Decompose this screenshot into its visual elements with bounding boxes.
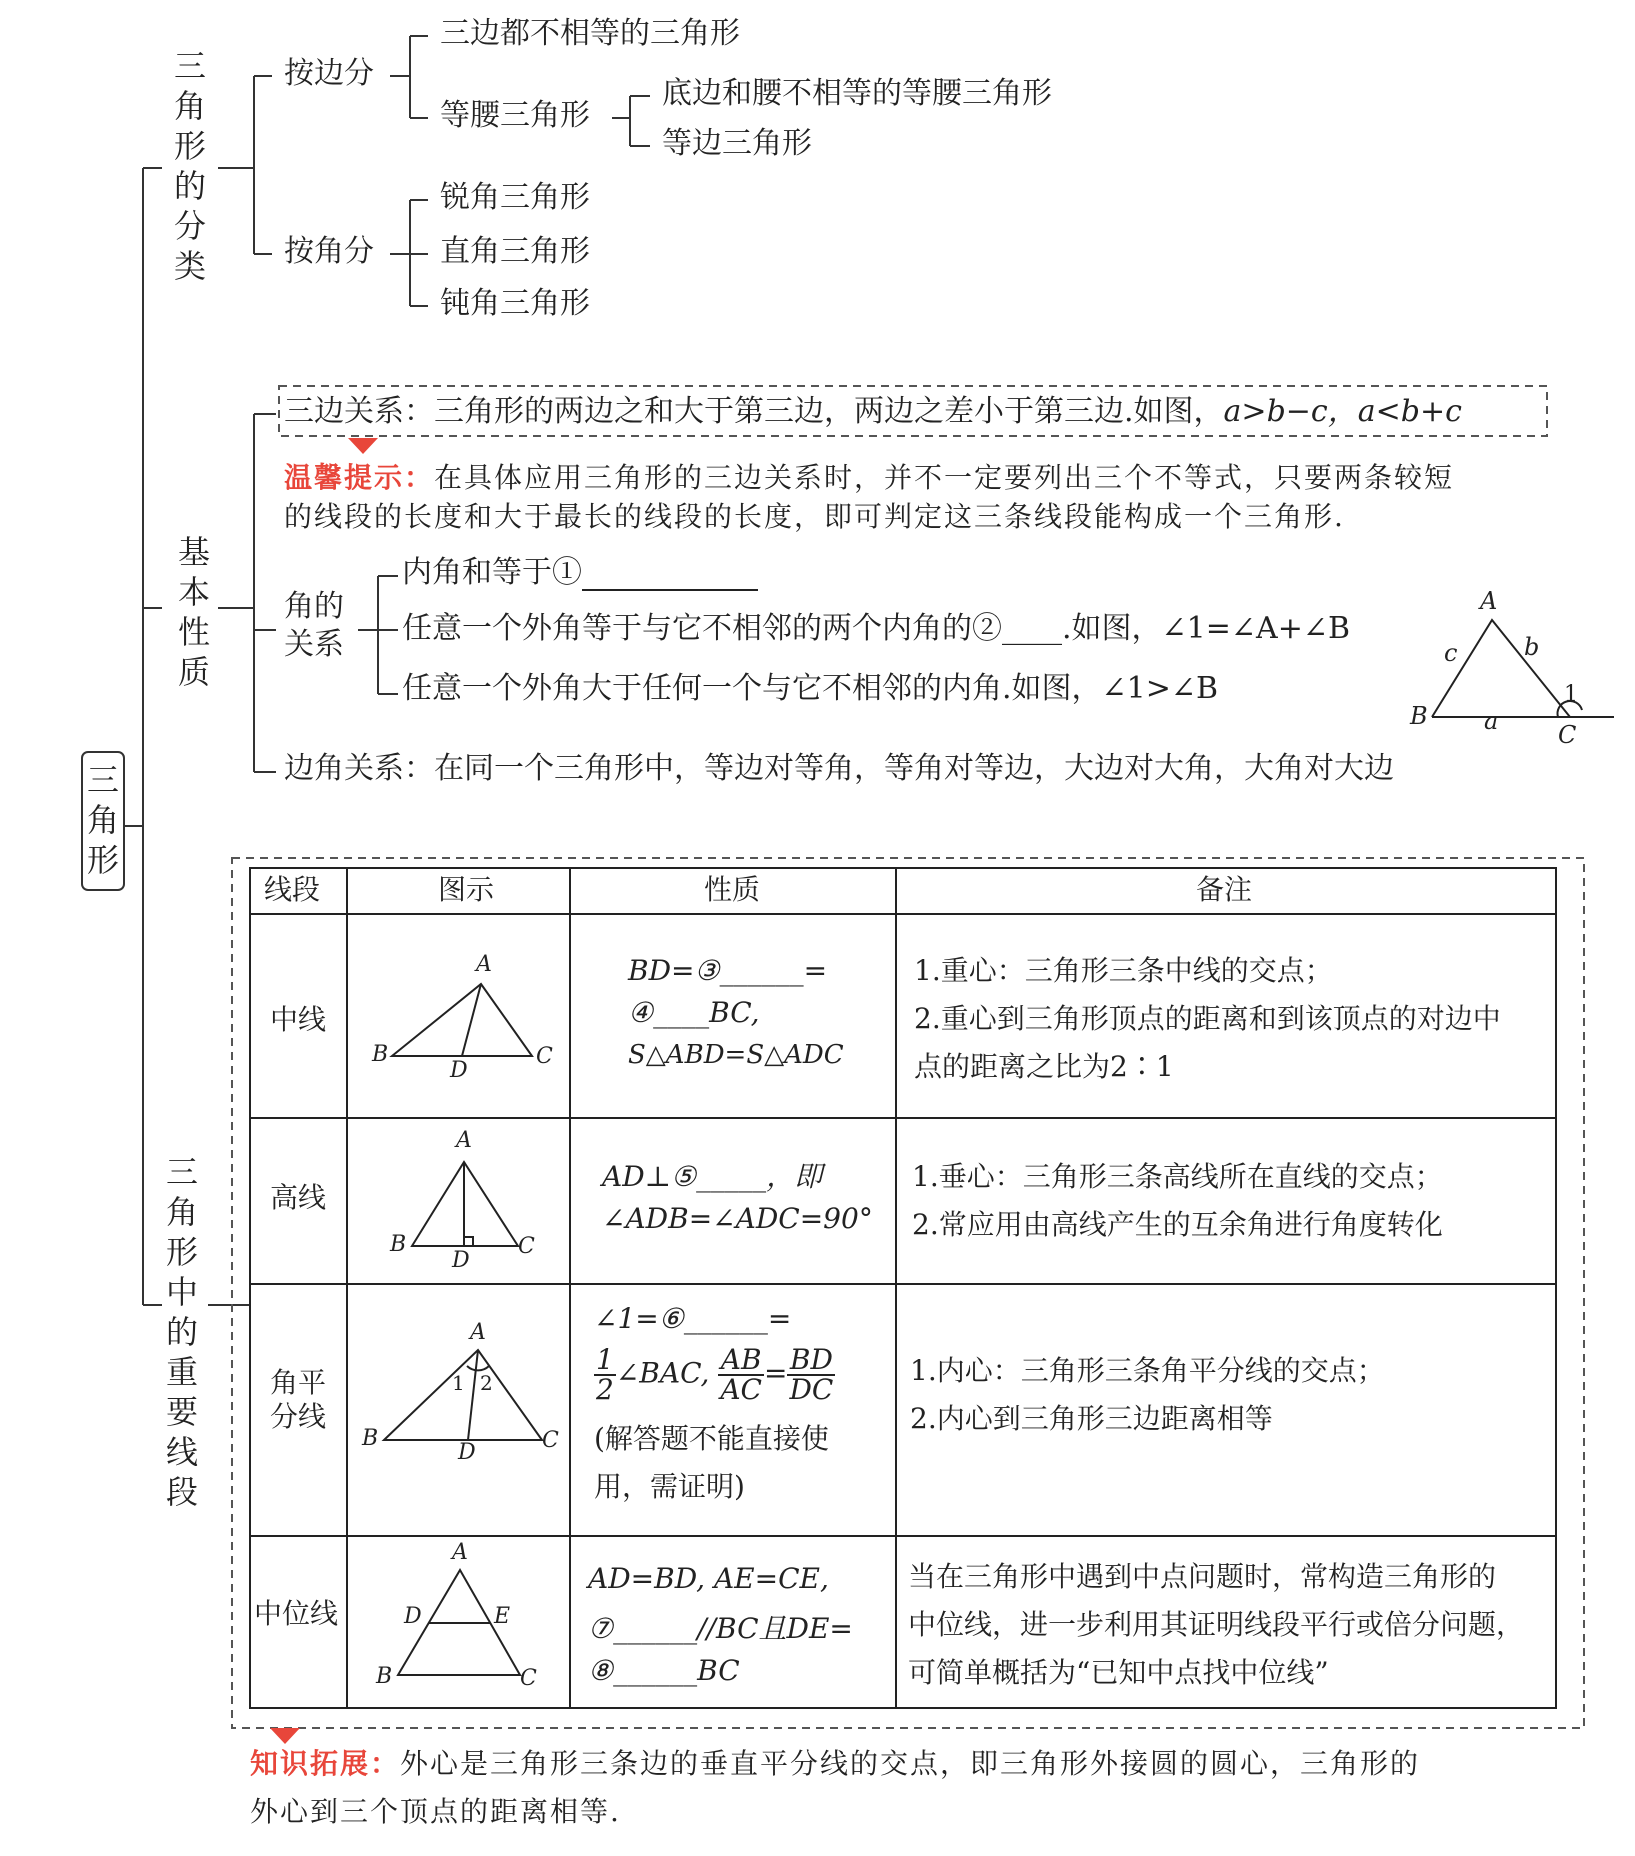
altitude-A: A [456,1128,472,1153]
blank-1 [582,563,758,591]
side-relation-formula: a>b−c，a<b+c [1223,394,1462,429]
altitude-note-1: 1.垂心：三角形三条高线所在直线的交点； [912,1160,1443,1193]
tip-label: 温馨提示： [284,461,435,494]
median-C: C [536,1044,553,1069]
bisector-B: B [362,1426,379,1451]
midline-prop-3: ⑧______BC [588,1654,740,1687]
median-figure [392,984,532,1056]
altitude-prop-2: ∠ADB=∠ADC=90° [602,1202,873,1235]
altitude-B: B [390,1232,407,1257]
extension-line-2: 外心到三个顶点的距离相等. [250,1795,621,1828]
median-D: D [450,1058,468,1083]
angle-label-1: 角的 [284,589,344,624]
bisector-angle-2: 2 [480,1371,493,1395]
segments-title: 三角形中的重要线段 [165,1153,198,1511]
bisector-note-2: 2.内心到三角形三边距离相等 [910,1402,1273,1435]
exterior-angle-figure [1432,620,1614,717]
header-figure: 图示 [438,873,495,906]
angle-item-2: 任意一个外角等于与它不相邻的两个内角的②____.如图，∠1=∠A+∠B [402,611,1351,646]
properties-title: 基本性质 [177,533,210,691]
median-note-1: 1.重心：三角形三条中线的交点； [914,954,1333,987]
tip-line-1 [284,458,1454,498]
midline-A: A [452,1540,468,1565]
midline-note-3: 可简单概括为“已知中点找中位线” [908,1656,1329,1689]
altitude-figure [412,1162,518,1246]
altitude-C: C [518,1234,535,1259]
fig-label-A: A [1480,587,1498,615]
median-note-2: 2.重心到三角形顶点的距离和到该顶点的对边中 [914,1002,1501,1035]
midline-B: B [376,1664,393,1689]
fig-label-a: a [1484,707,1499,735]
angle-item-3: 任意一个外角大于任何一个与它不相邻的内角.如图，∠1>∠B [402,671,1219,706]
midline-prop-1: AD=BD, AE=CE, [588,1562,829,1595]
tip-pointer-icon [348,438,378,454]
fig-label-C: C [1558,721,1577,749]
midline-note-2: 中位线，进一步利用其证明线段平行或倍分问题， [908,1608,1525,1641]
right-item: 直角三角形 [440,234,590,269]
fig-label-1: 1 [1564,682,1578,707]
obtuse-item: 钝角三角形 [440,286,590,321]
bisector-prop-4: 用，需证明) [594,1470,745,1503]
by-angle-label: 按角分 [284,234,374,269]
by-side-label: 按边分 [284,56,374,91]
midline-D: D [404,1604,422,1629]
side-relation-main: 三边关系：三角形的两边之和大于第三边，两边之差小于第三边.如图， [284,394,1224,429]
median-prop-2: ④____BC, [628,996,760,1029]
fraction-ab-ac: $\frac{AB}{AC}$ [720,1343,762,1406]
angle-item-1: 内角和等于① [402,556,758,591]
edge-angle-relation: 边角关系：在同一个三角形中，等边对等角，等角对等边，大边对大角，大角对大边 [284,751,1394,786]
altitude-prop-1: AD⊥⑤_____，即 [602,1160,823,1193]
fig-label-B: B [1410,702,1428,730]
median-prop-3: S△ABD=S△ADC [628,1040,844,1070]
fraction-bd-dc: $\frac{BD}{DC}$ [789,1343,834,1406]
row-median-name: 中线 [270,1003,327,1036]
row-bisector-name: 角平分线 [270,1366,327,1433]
median-note-3: 点的距离之比为2∶1 [914,1050,1174,1083]
bisector-prop-3: (解答题不能直接使 [594,1422,829,1455]
fraction-half: $\frac{1}{2}$ [596,1343,614,1406]
extension-text-1: 外心是三角形三条边的垂直平分线的交点，即三角形外接圆的圆心，三角形的 [400,1747,1421,1780]
classification-title: 三角形的分类 [173,47,206,285]
tip-line-2: 的线段的长度和大于最长的线段的长度，即可判定这三条线段能构成一个三角形. [284,500,1345,533]
midline-E: E [494,1604,511,1629]
isosceles-item: 等腰三角形 [440,98,590,133]
midline-note-1: 当在三角形中遇到中点问题时，常构造三角形的 [908,1560,1497,1593]
fig-label-b: b [1524,633,1540,661]
extension-line-1 [250,1744,1420,1784]
midline-prop-2: ⑦______//BC且DE= [588,1612,853,1645]
isosceles-sub-1: 底边和腰不相等的等腰三角形 [662,76,1052,111]
acute-item: 锐角三角形 [440,180,590,215]
header-segment: 线段 [264,873,321,906]
altitude-D: D [452,1248,470,1273]
bisector-C: C [542,1428,559,1453]
bisector-angle-1: 1 [452,1371,465,1395]
bisector-prop-1: ∠1=⑥______= [594,1302,792,1335]
row-midline-name: 中位线 [254,1597,339,1630]
row-altitude-name: 高线 [270,1181,327,1214]
header-note: 备注 [1196,873,1253,906]
header-property: 性质 [704,873,761,906]
root-label: 三角形 [86,761,119,879]
angle-label-2: 关系 [284,627,344,662]
bisector-prop-2: $\frac{1}{2}$ ∠BAC, $\frac{AB}{AC}$ = $\frac{BD}{DC}$ [596,1343,834,1406]
fig-label-c: c [1444,639,1458,667]
extension-pointer-icon [270,1728,300,1744]
scalene-item: 三边都不相等的三角形 [440,16,740,51]
bisector-note-1: 1.内心：三角形三条角平分线的交点； [910,1354,1385,1387]
bisector-D: D [458,1440,476,1465]
extension-label: 知识拓展： [250,1747,401,1780]
tip-text-1: 在具体应用三角形的三边关系时，并不一定要列出三个不等式，只要两条较短 [434,461,1455,494]
median-B: B [372,1042,389,1067]
angle-bisector-figure [384,1350,542,1440]
bisector-A: A [470,1320,486,1345]
altitude-note-2: 2.常应用由高线产生的互余角进行角度转化 [912,1208,1443,1241]
side-relation-text [284,395,1462,430]
isosceles-sub-2: 等边三角形 [662,126,812,161]
median-A: A [476,952,492,977]
median-prop-1: BD=③______= [628,954,828,987]
midline-C: C [520,1666,537,1691]
